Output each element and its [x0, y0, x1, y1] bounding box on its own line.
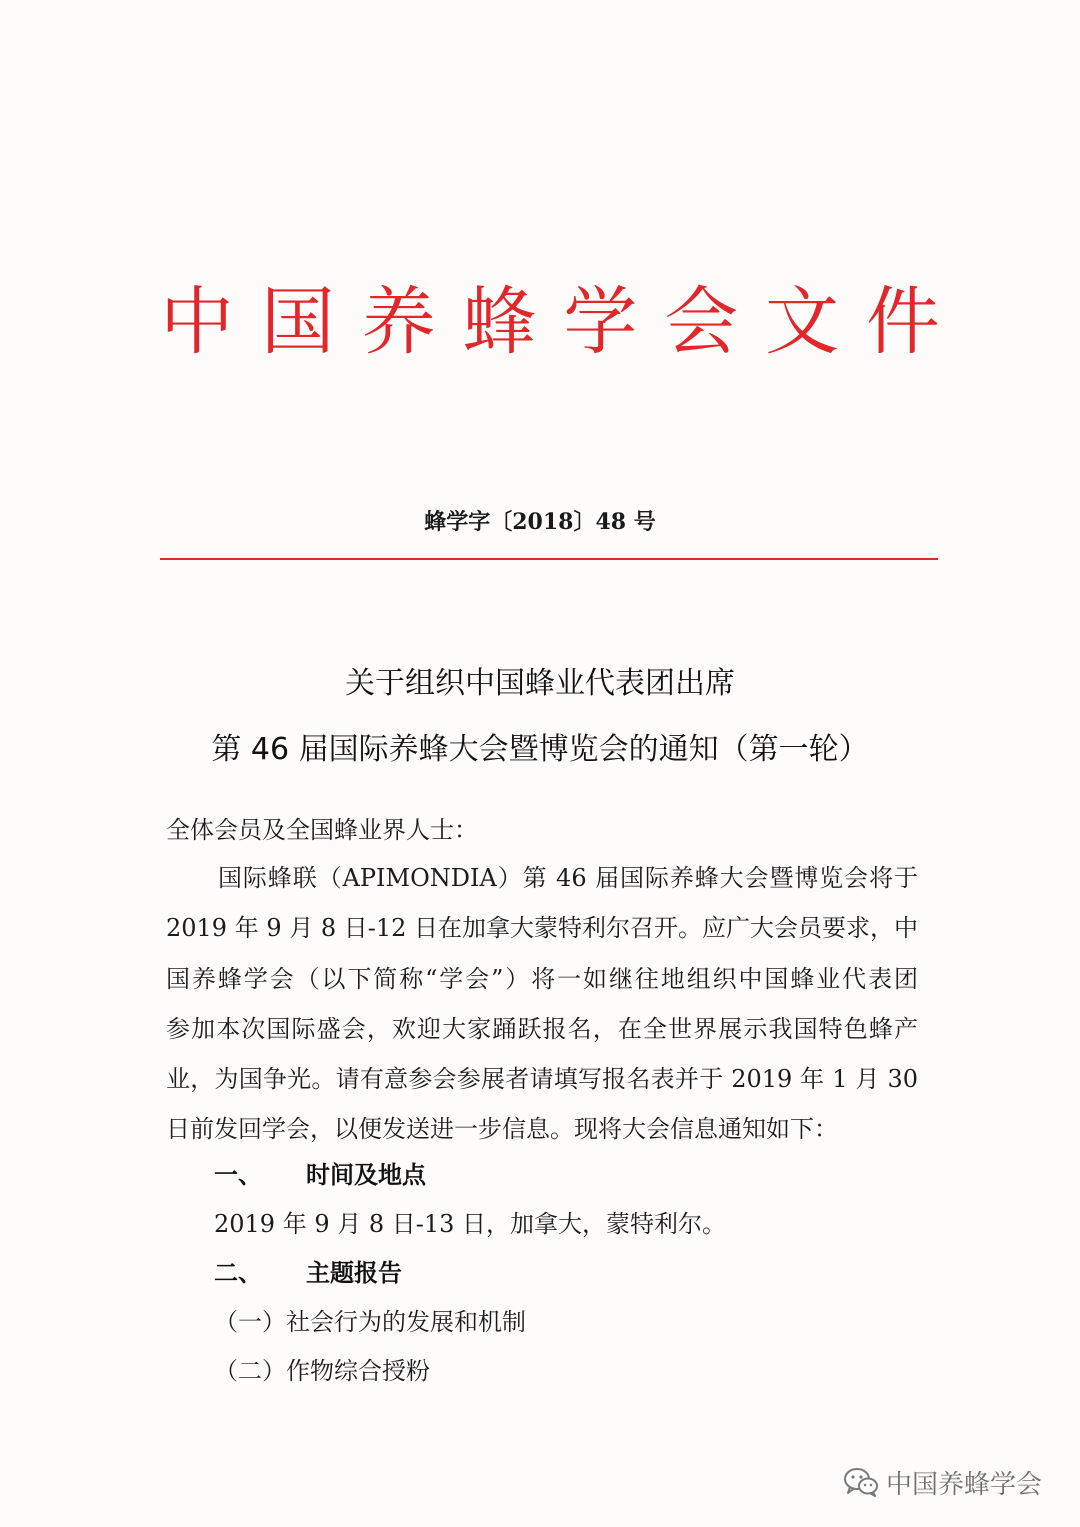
- paragraph-line: 国际蜂联（APIMONDIA）第 46 届国际养蜂大会暨博览会将于: [218, 864, 918, 892]
- masthead-char: 文: [765, 279, 840, 365]
- section-number: 二、: [214, 1259, 262, 1287]
- topic-item: （二）作物综合授粉: [214, 1357, 430, 1385]
- intro-paragraph: [166, 853, 918, 1155]
- wechat-icon: [842, 1465, 880, 1499]
- paragraph-line: 参加本次国际盛会，欢迎大家踊跃报名，在全世界展示我国特色蜂产: [166, 1014, 918, 1043]
- topic-item: （一）社会行为的发展和机制: [214, 1308, 526, 1336]
- masthead-char: 件: [865, 279, 940, 365]
- masthead-char: 学: [563, 279, 638, 365]
- section-heading-topics: [214, 1248, 402, 1298]
- watermark: [842, 1462, 1042, 1502]
- masthead-title: [160, 272, 940, 372]
- time-place-text: 2019 年 9 月 8 日-13 日，加拿大，蒙特利尔。: [214, 1210, 727, 1238]
- document-number: 蜂学字〔2018〕48 号: [424, 509, 656, 535]
- section-title: 主题报告: [306, 1259, 402, 1287]
- notice-title-line-2: 第 46 届国际养蜂大会暨博览会的通知（第一轮）: [211, 732, 869, 767]
- section-title: 时间及地点: [306, 1161, 426, 1189]
- masthead-char: 蜂: [462, 279, 537, 365]
- paragraph-line: 业，为国争光。请有意参会参展者请填写报名表并于 2019 年 1 月 30: [166, 1065, 918, 1094]
- section-number: 一、: [214, 1161, 262, 1189]
- paragraph-line: 日前发回学会，以便发送进一步信息。现将大会信息通知如下：: [166, 1115, 838, 1144]
- paragraph-line: 2019 年 9 月 8 日-12 日在加拿大蒙特利尔召开。应广大会员要求，中: [166, 914, 919, 943]
- masthead-char: 会: [664, 279, 739, 365]
- red-divider: [160, 558, 938, 560]
- masthead-char: 国: [260, 279, 335, 365]
- section-heading-time-place: [214, 1150, 426, 1200]
- masthead-char: 中: [160, 279, 234, 365]
- watermark-text: 中国养蜂学会: [886, 1469, 1043, 1500]
- masthead-char: 养: [361, 279, 436, 365]
- paragraph-line: 国养蜂学会（以下简称“学会”）将一如继往地组织中国蜂业代表团: [166, 964, 918, 993]
- salutation: 全体会员及全国蜂业界人士：: [166, 816, 478, 844]
- notice-title-line-1: 关于组织中国蜂业代表团出席: [345, 666, 735, 701]
